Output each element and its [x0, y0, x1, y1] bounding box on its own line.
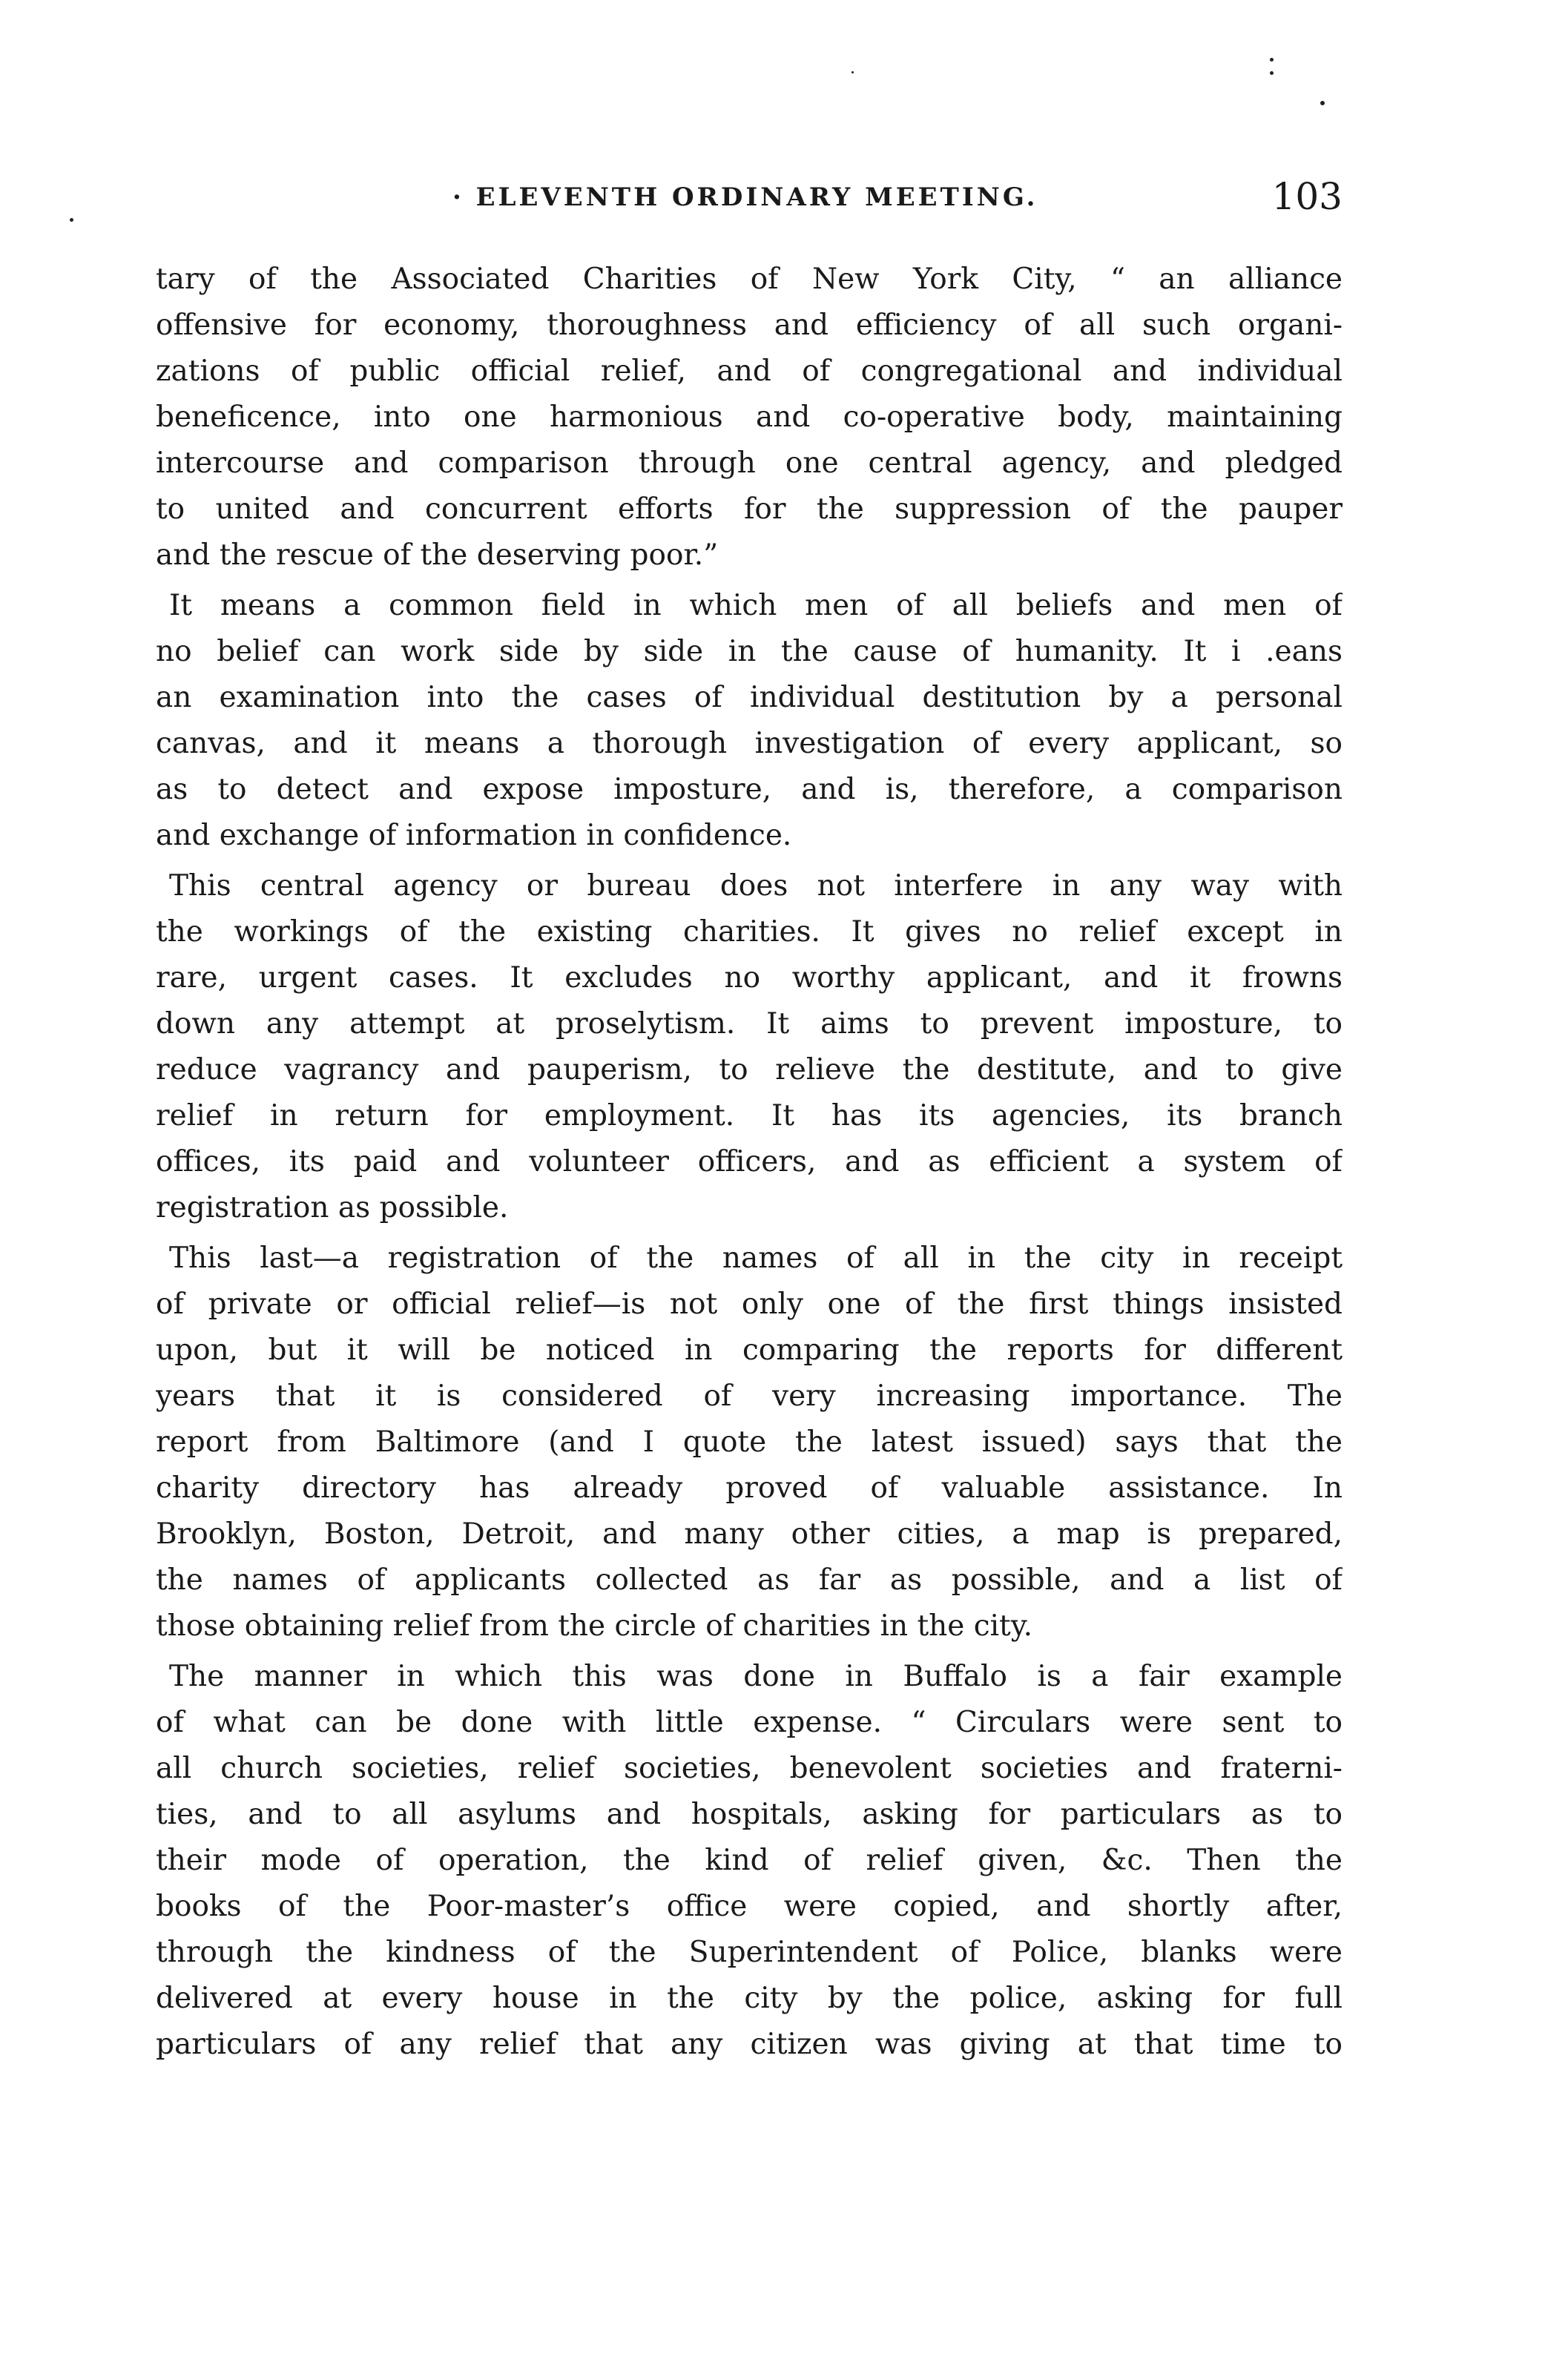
text-line: tary of the Associated Charities of New York City, “ an alliance [156, 263, 1343, 296]
text-line: beneficence, into one harmonious and co-operative body, maintaining [156, 400, 1343, 434]
text-line: to united and concurrent efforts for the suppression of the pauper [156, 492, 1343, 526]
text-line: an examination into the cases of individual destitution by a personal [156, 681, 1343, 714]
text-line: as to detect and expose imposture, and is, therefore, a comparison [156, 773, 1343, 806]
text-line: ties, and to all asylums and hospitals, asking for particulars as to [156, 1798, 1343, 1831]
text-line: The manner in which this was done in Buffalo is a fair example [169, 1660, 1343, 1693]
text-line: through the kindness of the Superintendent of Police, blanks were [156, 1936, 1343, 1969]
print-speck [1320, 101, 1325, 105]
text-line: reduce vagrancy and pauperism, to relieve the destitute, and to give [156, 1053, 1343, 1087]
paragraph [156, 257, 1343, 578]
text-line: years that it is considered of very increasing importance. The [156, 1379, 1343, 1413]
text-line: particulars of any relief that any citizen was giving at that time to [156, 2028, 1343, 2061]
text-line: and exchange of information in confidence. [156, 819, 792, 852]
paragraph [156, 1236, 1343, 1649]
text-line: report from Baltimore (and I quote the latest issued) says that the [156, 1425, 1343, 1459]
text-line: Brooklyn, Boston, Detroit, and many other cities, a map is prepared, [156, 1517, 1343, 1551]
paragraph [156, 1654, 1343, 2068]
text-line: offensive for economy, thoroughness and efficiency of all such organi- [156, 309, 1343, 342]
paragraph [156, 863, 1343, 1231]
text-line: delivered at every house in the city by the police, asking for full [156, 1982, 1343, 2015]
text-line: registration as possible. [156, 1191, 509, 1224]
text-line: upon, but it will be noticed in comparing the reports for different [156, 1333, 1343, 1367]
text-line: of what can be done with little expense. “ Circulars were sent to [156, 1706, 1343, 1739]
text-line: This central agency or bureau does not interfere in any way with [169, 869, 1343, 903]
body-text [156, 257, 1343, 2068]
text-line: down any attempt at proselytism. It aims to prevent imposture, to [156, 1007, 1343, 1041]
page-header [156, 175, 1343, 227]
print-speck [70, 218, 73, 222]
text-line: the names of applicants collected as far as possible, and a list of [156, 1563, 1343, 1597]
print-speck [1270, 71, 1274, 75]
page-number: 103 [1271, 175, 1343, 218]
text-line: zations of public official relief, and of congregational and individual [156, 355, 1343, 388]
text-line: It means a common field in which men of all beliefs and men of [169, 589, 1343, 622]
text-line: books of the Poor-master’s office were copied, and shortly after, [156, 1890, 1343, 1923]
text-line: all church societies, relief societies, benevolent societies and fraterni- [156, 1752, 1343, 1785]
text-line: charity directory has already proved of valuable assistance. In [156, 1471, 1343, 1505]
text-line: their mode of operation, the kind of relief given, &c. Then the [156, 1844, 1343, 1877]
text-line: no belief can work side by side in the cause of humanity. It i .eans [156, 635, 1343, 668]
text-line: rare, urgent cases. It excludes no worthy applicant, and it frowns [156, 961, 1343, 995]
paragraph [156, 583, 1343, 859]
text-line: those obtaining relief from the circle of charities in the city. [156, 1609, 1032, 1643]
text-line: intercourse and comparison through one central agency, and pledged [156, 446, 1343, 480]
text-line: canvas, and it means a thorough investigation of every applicant, so [156, 727, 1343, 760]
print-speck [851, 71, 854, 73]
print-speck [1270, 58, 1274, 62]
text-line: relief in return for employment. It has its agencies, its branch [156, 1099, 1343, 1133]
text-line: This last—a registration of the names of all in the city in receipt [169, 1242, 1343, 1275]
text-line: offices, its paid and volunteer officers, and as efficient a system of [156, 1145, 1343, 1178]
text-line: and the rescue of the deserving poor.” [156, 538, 719, 572]
text-line: of private or official relief—is not only one of the first things insisted [156, 1288, 1343, 1321]
text-line: the workings of the existing charities. It gives no relief except in [156, 915, 1343, 949]
running-title: · ELEVENTH ORDINARY MEETING. [452, 182, 1038, 212]
